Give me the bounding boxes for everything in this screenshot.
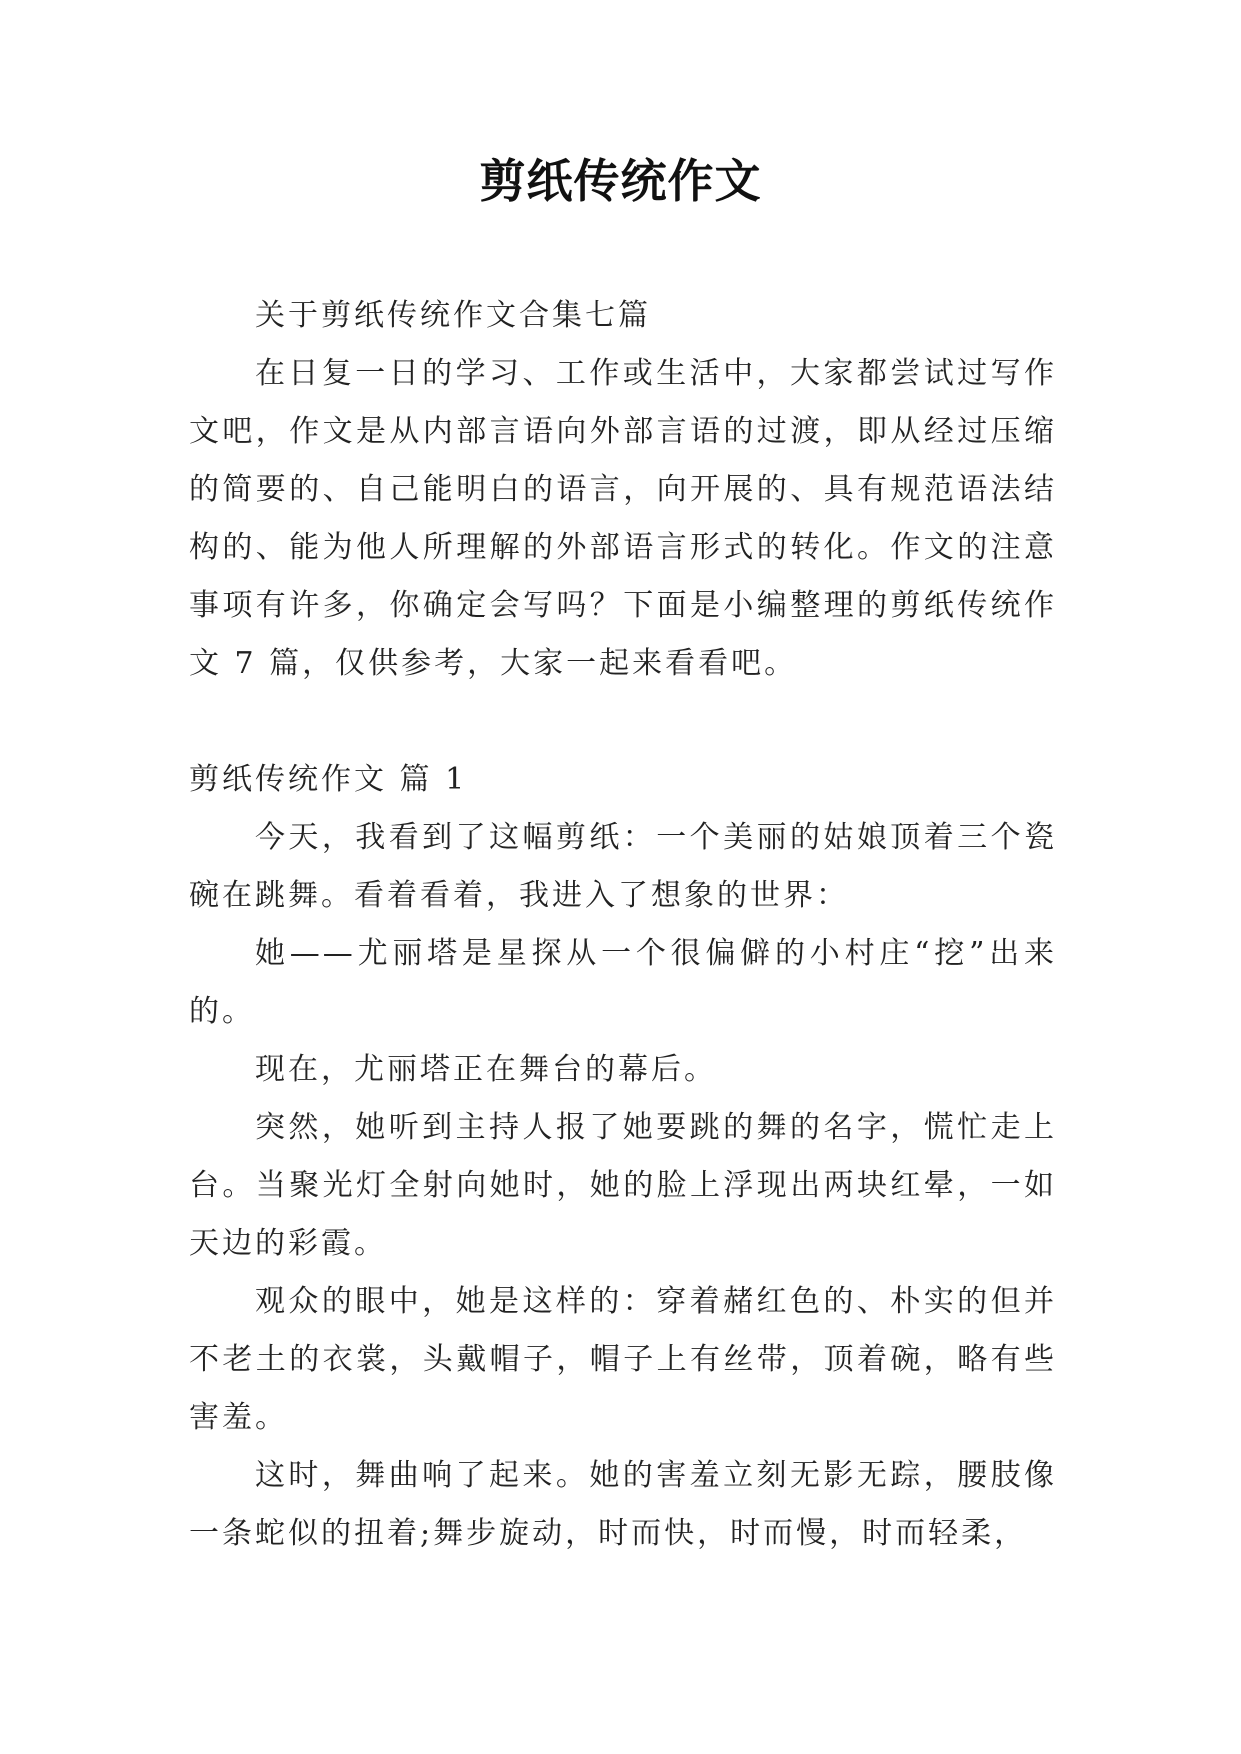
- body-paragraph: 现在，尤丽塔正在舞台的幕后。: [255, 1052, 717, 1087]
- intro-heading: 关于剪纸传统作文合集七篇: [255, 298, 651, 333]
- body-paragraph: 她——尤丽塔是星探从一个很偏僻的小村庄“挖”出来的。: [189, 936, 1057, 1029]
- body-paragraph: 今天，我看到了这幅剪纸：一个美丽的姑娘顶着三个瓷碗在跳舞。看着看着，我进入了想象的世界：: [189, 820, 1057, 913]
- document-title: 剪纸传统作文: [479, 154, 762, 208]
- body-paragraph: 突然，她听到主持人报了她要跳的舞的名字，慌忙走上台。当聚光灯全射向她时，她的脸上浮现出两块红晕，一如天边的彩霞。: [189, 1110, 1057, 1261]
- intro-paragraph: 在日复一日的学习、工作或生活中，大家都尝试过写作文吧，作文是从内部言语向外部言语的过渡，即从经过压缩的简要的、自己能明白的语言，向开展的、具有规范语法结构的、能为他人所理解的外部语言形式的转化。作文的注意事项有许多，你确定会写吗？下面是小编整理的剪纸传统作文 7 篇，仅供参考，大家一起来看看吧。: [189, 356, 1057, 681]
- document-body: [189, 287, 1057, 1563]
- section-heading: 剪纸传统作文 篇 1: [189, 762, 468, 797]
- body-paragraph: 这时，舞曲响了起来。她的害羞立刻无影无踪，腰肢像一条蛇似的扭着;舞步旋动，时而快，时而慢，时而轻柔，: [189, 1458, 1057, 1551]
- section-spacer: [189, 693, 1057, 751]
- body-paragraph: 观众的眼中，她是这样的：穿着赭红色的、朴实的但并不老土的衣裳，头戴帽子，帽子上有丝带，顶着碗，略有些害羞。: [189, 1284, 1057, 1435]
